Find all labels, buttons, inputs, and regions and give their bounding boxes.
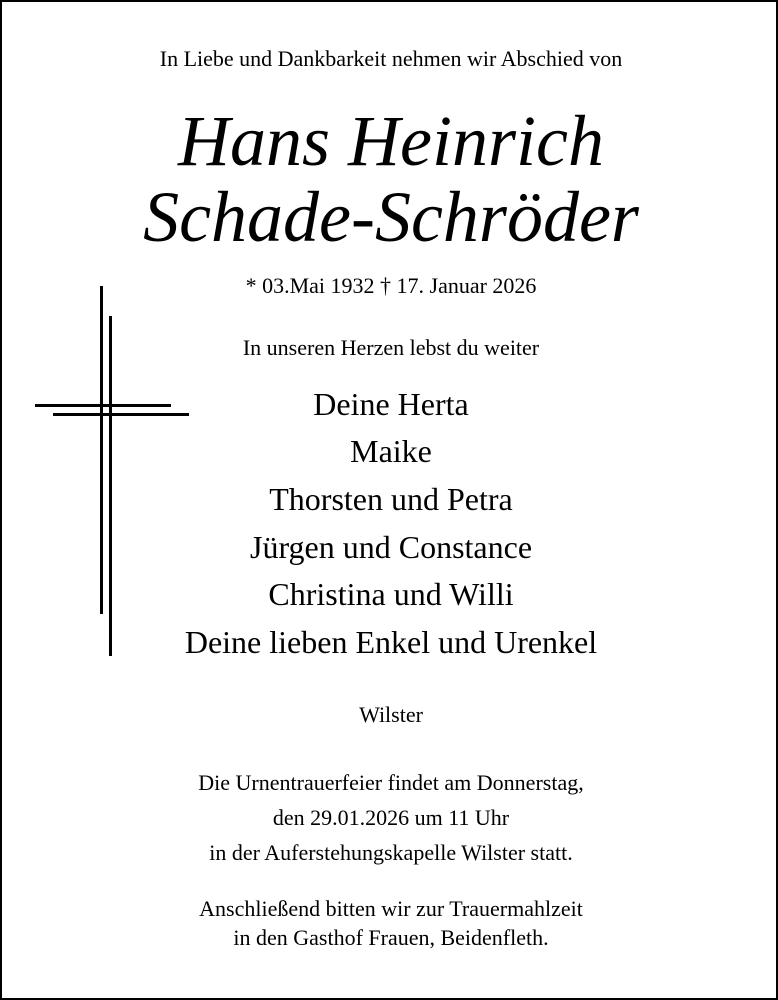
reception-line: in den Gasthof Frauen, Beidenfleth. [233, 925, 549, 950]
ceremony-line: den 29.01.2026 um 11 Uhr [272, 805, 510, 830]
life-dates: * 03.Mai 1932 † 17. Januar 2026 [245, 273, 537, 298]
deceased-name-first: Hans Heinrich [178, 101, 604, 181]
deceased-name-last: Schade-Schröder [143, 177, 639, 257]
mourner-line: Christina und Willi [268, 576, 514, 612]
mourner-line: Thorsten und Petra [269, 481, 513, 517]
mourner-line: Jürgen und Constance [249, 529, 533, 565]
motto: In unseren Herzen lebst du weiter [242, 335, 540, 360]
mourner-line: Maike [350, 433, 432, 469]
reception-line: Anschließend bitten wir zur Trauermahlzeit [199, 896, 583, 921]
mourner-line: Deine lieben Enkel und Urenkel [184, 624, 598, 660]
ceremony-line: in der Auferstehungskapelle Wilster statt. [209, 840, 573, 865]
intro-text: In Liebe und Dankbarkeit nehmen wir Abschied von [159, 46, 623, 71]
place: Wilster [359, 702, 423, 727]
ceremony-line: Die Urnentrauerfeier findet am Donnerstag, [198, 770, 584, 795]
mourner-line: Deine Herta [313, 386, 469, 422]
